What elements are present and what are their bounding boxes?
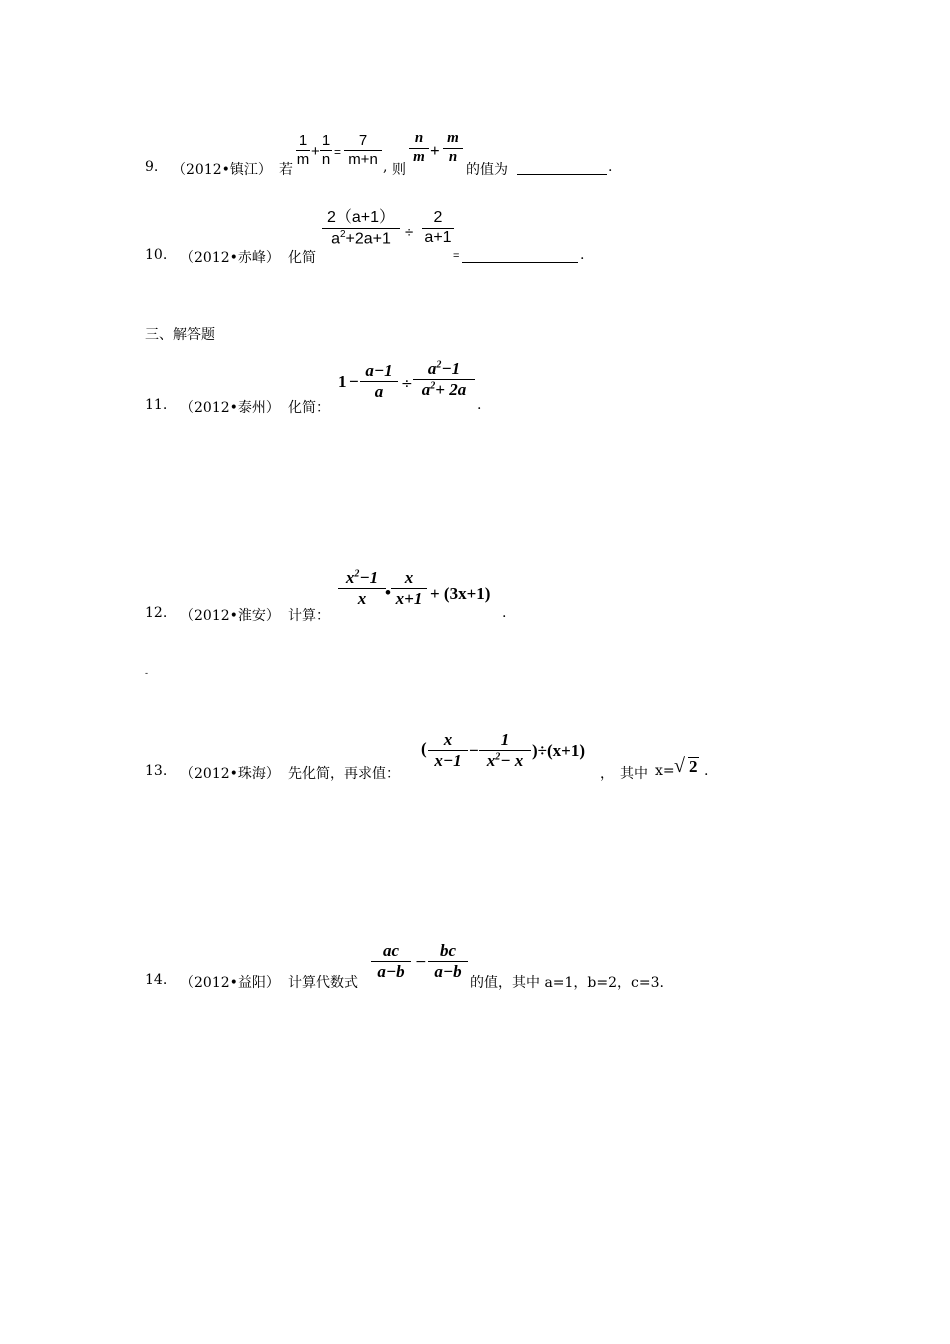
minus-sign: − [415, 954, 427, 970]
num-exponent: 2 [354, 568, 360, 580]
then-word: 则 [392, 162, 406, 178]
numerator: n [414, 130, 424, 146]
question-source: （2012•益阳） [180, 975, 280, 991]
denominator: a−b [377, 961, 405, 981]
numerator: x [404, 568, 414, 587]
question-source: （2012•泰州） [180, 400, 280, 416]
question-prefix: 计算： [288, 608, 330, 624]
question-prefix: 化简 [288, 250, 316, 266]
num-base: x [345, 568, 355, 587]
denominator: n [321, 150, 331, 168]
denominator: x+1 [395, 588, 423, 608]
den-exponent: 2 [495, 751, 501, 763]
left-paren: ( [421, 739, 427, 758]
x-equals: x= [655, 763, 675, 779]
plus-term: + (3x+1) [430, 584, 491, 603]
question-suffix: 的值为 [466, 162, 508, 178]
radicand: 2 [689, 757, 698, 776]
numerator [338, 569, 386, 587]
denominator: x [357, 588, 367, 608]
denominator: a+1 [424, 228, 452, 246]
den-exponent: 2 [339, 228, 346, 240]
period: . [502, 605, 507, 621]
fraction-m-over-n [443, 131, 463, 166]
numerator: 1 [298, 132, 308, 149]
question-number: 9. [145, 159, 159, 175]
fraction-1-over-m [296, 133, 310, 168]
denominator: a [374, 381, 384, 401]
numerator: ac [382, 941, 400, 960]
question-source: （2012•赤峰） [180, 250, 280, 266]
denominator [479, 752, 531, 770]
section-heading: 三、解答题 [145, 327, 215, 343]
numerator: 1 [500, 730, 510, 749]
denominator: m [296, 150, 310, 168]
answer-blank[interactable] [462, 248, 578, 263]
period: . [477, 397, 482, 413]
fraction-a-squared-minus-1-over-a-squared-plus-2a [413, 360, 475, 399]
numerator: 2（a+1） [326, 209, 396, 226]
question-number: 12. [145, 605, 168, 621]
num-exponent: 2 [436, 359, 442, 371]
question-number: 13. [145, 763, 168, 779]
minus-sign: − [469, 741, 479, 760]
fraction-x-over-x-minus-1 [428, 731, 468, 770]
comma: ， [600, 766, 614, 782]
den-rest: + 2a [435, 379, 467, 399]
one: 1 [338, 372, 347, 391]
den-rest: +2a+1 [345, 230, 391, 248]
numerator: m [447, 130, 459, 146]
fraction-x-squared-minus-1-over-x [338, 569, 386, 608]
question-source: （2012•珠海） [180, 766, 280, 782]
question-prefix: 化简： [288, 400, 330, 416]
period: . [608, 159, 613, 175]
fraction-2-a-plus-1-over-a-squared [322, 210, 400, 248]
minus-sign: − [349, 372, 359, 391]
question-number: 11. [145, 397, 168, 413]
equals-sign: = [453, 250, 460, 262]
question-prefix: 计算代数式 [288, 975, 358, 991]
numerator: 2 [433, 209, 443, 226]
denominator: x−1 [434, 750, 462, 770]
question-source: （2012•镇江） [172, 162, 272, 178]
question-prefix: 先化简，再求值： [288, 766, 400, 782]
num-rest: −1 [441, 359, 461, 378]
num-base: a [427, 359, 437, 378]
comma: , [383, 159, 388, 175]
question-prefix: 若 [279, 162, 293, 178]
stray-mark: - [145, 669, 149, 679]
denominator [413, 381, 475, 399]
question-number: 14. [145, 972, 168, 988]
den-rest: − x [500, 750, 524, 770]
where-word: 其中 [620, 766, 648, 782]
fraction-n-over-m [409, 131, 429, 166]
sqrt-icon: √ [674, 755, 685, 777]
den-base: x [486, 750, 496, 770]
question-suffix: 的值，其中 a=1，b=2，c=3. [470, 975, 664, 991]
multiply-dot: • [385, 583, 391, 602]
numerator: a−1 [365, 361, 393, 380]
question-number: 10. [145, 247, 168, 263]
period: . [704, 763, 709, 779]
denominator: m+n [348, 150, 378, 168]
denominator [322, 230, 400, 248]
denominator: a−b [434, 961, 462, 981]
answer-blank[interactable] [517, 160, 607, 175]
plus-sign: + [430, 141, 440, 160]
fraction-bar [322, 228, 400, 229]
numerator: bc [439, 941, 457, 960]
period: . [580, 247, 585, 263]
fraction-a-minus-1-over-a [360, 362, 398, 401]
plus-sign: + [311, 143, 320, 160]
fraction-7-over-m-plus-n [344, 133, 382, 168]
question-source: （2012•淮安） [180, 608, 280, 624]
numerator: 7 [358, 132, 368, 149]
fraction-ac-over-a-minus-b [371, 942, 411, 981]
den-base: a [331, 230, 340, 248]
divide-sign: ÷ [401, 376, 413, 392]
numerator [413, 360, 475, 378]
num-rest: −1 [359, 568, 379, 587]
fraction-1-over-n [320, 133, 332, 168]
numerator: x [443, 730, 453, 749]
denominator: m [413, 148, 425, 165]
fraction-1-over-x-squared-minus-x [479, 731, 531, 770]
denominator: n [448, 148, 458, 165]
divide-sign: ÷ [405, 224, 414, 241]
den-base: a [421, 379, 431, 399]
numerator: 1 [321, 132, 331, 149]
equals-sign: = [334, 145, 342, 159]
close-paren-divide-term: )÷(x+1) [532, 741, 586, 760]
fraction-bc-over-a-minus-b [428, 942, 468, 981]
fraction-2-over-a-plus-1 [422, 210, 454, 247]
den-exponent: 2 [430, 380, 436, 392]
fraction-x-over-x-plus-1 [391, 569, 427, 608]
